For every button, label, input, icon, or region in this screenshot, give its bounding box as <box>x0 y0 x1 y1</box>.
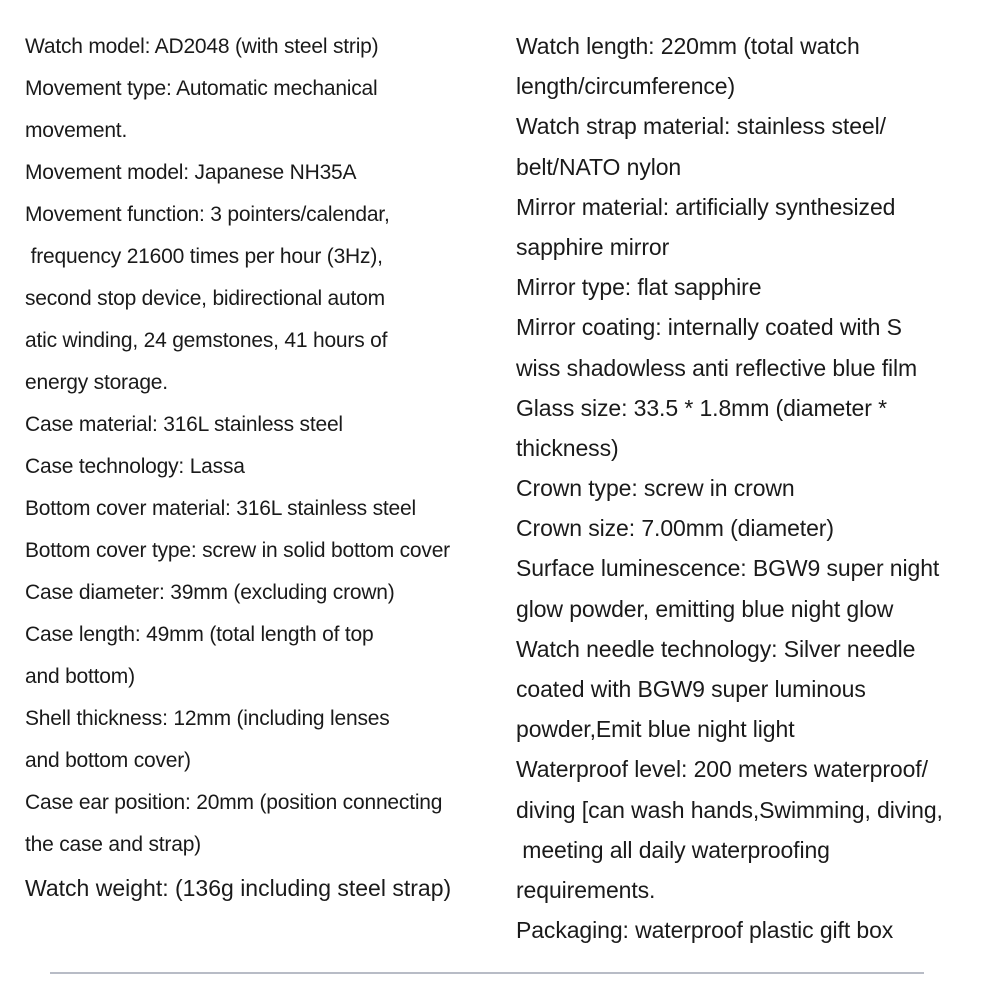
spec-line: length/circumference) <box>516 73 736 100</box>
spec-line: coated with BGW9 super luminous <box>516 676 866 702</box>
spec-line: meeting all daily waterproofing <box>516 836 830 863</box>
spec-line: Watch length: 220mm (total watch <box>516 33 860 59</box>
spec-line: Glass size: 33.5 * 1.8mm (diameter * <box>516 394 887 421</box>
spec-line: wiss shadowless anti reflective blue film <box>516 354 918 381</box>
spec-line: Case ear position: 20mm (position connecting <box>25 791 443 814</box>
spec-line: Waterproof level: 200 meters waterproof/ <box>516 756 928 783</box>
spec-line: Watch needle technology: Silver needle <box>516 635 916 662</box>
spec-line: the case and strap) <box>25 833 201 856</box>
spec-line: atic winding, 24 gemstones, 41 hours of <box>25 329 388 352</box>
spec-line: Case diameter: 39mm (excluding crown) <box>25 581 395 604</box>
spec-line: second stop device, bidirectional autom <box>25 287 385 310</box>
spec-line: and bottom cover) <box>25 749 191 772</box>
spec-line: Mirror material: artificially synthesized <box>516 193 896 220</box>
spec-line: Movement type: Automatic mechanical <box>25 77 378 100</box>
spec-line: Mirror type: flat sapphire <box>516 274 762 301</box>
spec-line: movement. <box>25 119 128 142</box>
spec-line: and bottom) <box>25 665 135 688</box>
spec-line: Crown type: screw in crown <box>516 475 795 502</box>
spec-line: Surface luminescence: BGW9 super night <box>516 555 940 582</box>
spec-line: Watch strap material: stainless steel/ <box>516 113 886 140</box>
spec-line: Case material: 316L stainless steel <box>25 413 343 436</box>
spec-line: diving [can wash hands,Swimming, diving, <box>516 796 943 823</box>
spec-line: Case length: 49mm (total length of top <box>25 623 374 646</box>
spec-line: Movement function: 3 pointers/calendar, <box>25 203 390 226</box>
spec-line: energy storage. <box>25 371 168 394</box>
spec-line: Watch model: AD2048 (with steel strip) <box>25 35 379 58</box>
spec-column-left <box>25 26 505 910</box>
spec-line: Mirror coating: internally coated with S <box>516 314 902 341</box>
spec-line: Packaging: waterproof plastic gift box <box>516 917 894 944</box>
spec-line: Movement model: Japanese NH35A <box>25 161 357 184</box>
spec-line: belt/NATO nylon <box>516 153 682 180</box>
bottom-divider <box>50 972 924 974</box>
spec-line: frequency 21600 times per hour (3Hz), <box>25 245 383 268</box>
spec-line: thickness) <box>516 434 619 461</box>
spec-line: Crown size: 7.00mm (diameter) <box>516 515 834 542</box>
spec-line: Shell thickness: 12mm (including lenses <box>25 707 390 730</box>
spec-column-right <box>516 26 988 950</box>
spec-line: glow powder, emitting blue night glow <box>516 595 894 622</box>
spec-line: requirements. <box>516 876 656 903</box>
spec-line: Case technology: Lassa <box>25 455 245 478</box>
spec-line: sapphire mirror <box>516 233 670 260</box>
spec-line: Bottom cover type: screw in solid bottom cover <box>25 539 450 562</box>
spec-line: powder,Emit blue night light <box>516 716 795 743</box>
spec-line: Bottom cover material: 316L stainless steel <box>25 497 416 520</box>
spec-line: Watch weight: (136g including steel strap) <box>25 875 452 901</box>
